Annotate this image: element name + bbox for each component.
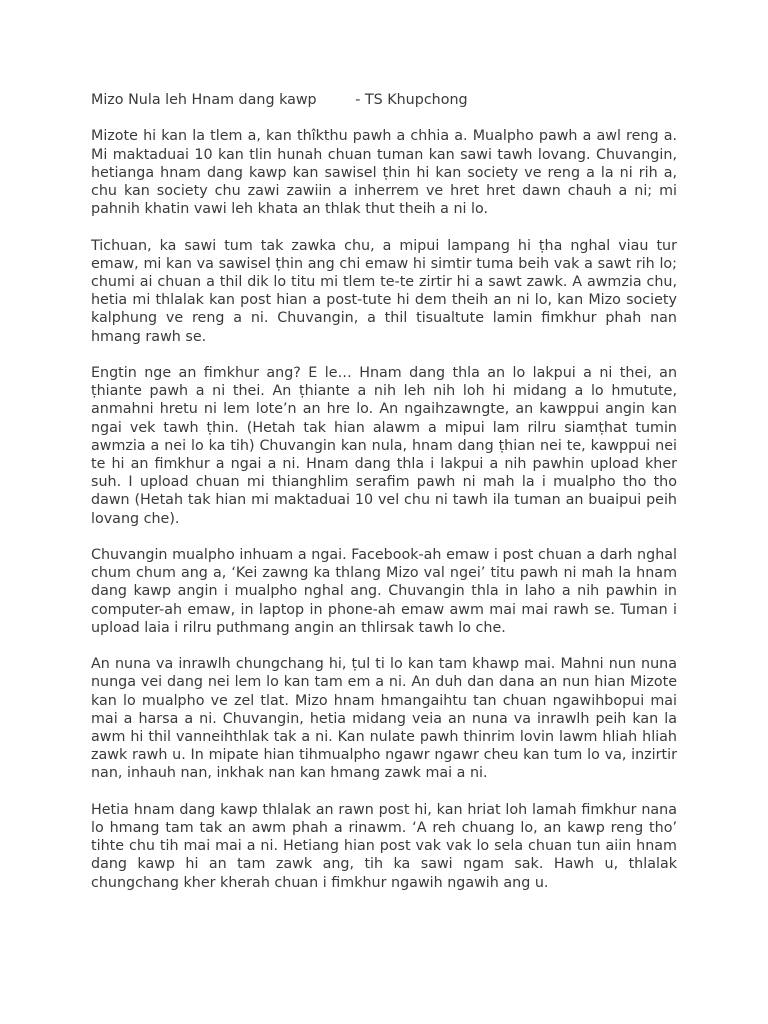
paragraph-3: Engtin nge an fimkhur ang? E le… Hnam dang thla an lo lakpui a ni thei, an ṭhiante pawh a ni thei. An ṭhiante a nih leh nih loh hi midang a lo hmutute, anmahni hretu ni lem lote’n an hre lo. An ngaihzawngte, an kawppui angin kan ngai vek tawh ṭhin. (Hetah tak hian alawm a mipui lam rilru siamṭhat tumin awmzia a nei lo ka tih) Chuvangin kan nula, hnam dang ṭhian nei te, kawppui nei te hi an fimkhur a ngai a ni. Hnam dang thla i lakpui a nih pawhin upload kher suh. I upload chuan mi thianghlim serafim pawh ni mah la i mualpho tho tho dawn (Hetah tak hian mi maktaduai 10 vel chu ni tawh ila tuman an buaipui peih lovang che). (91, 365, 677, 527)
article-title: Mizo Nula leh Hnam dang kawp (91, 92, 317, 108)
paragraph-6: Hetia hnam dang kawp thlalak an rawn post hi, kan hriat loh lamah fimkhur nana lo hmang tam tak an awm phah a rinawm. ‘A reh chuang lo, an kawp reng tho’ tihte chu tih mai mai a ni. Hetiang hian post vak vak lo sela chuan tun aiin hnam dang kawp hi an tam zawk ang, tih ka sawi ngam sak. Hawh u, thlalak chungchang kher kherah chuan i fimkhur ngawih ngawih ang u. (91, 801, 677, 891)
paragraph-2: Tichuan, ka sawi tum tak zawka chu, a mipui lampang hi ṭha nghal viau tur emaw, mi kan va sawisel ṭhin ang chi emaw hi simtir tuma beih vak a sawt rih lo; chumi ai chuan a thil dik lo titu mi tlem te-te zirtir hi a sawt zawk. A awmzia chu, hetia mi thlalak kan post hian a post-tute hi dem theih an ni lo, kan Mizo society kalphung ve reng a ni. Chuvangin, a thil tisualtute lamin fimkhur phah nan hmang rawh se. (91, 237, 677, 345)
article-author: - TS Khupchong (355, 92, 468, 108)
paragraph-1: Mizote hi kan la tlem a, kan thîkthu pawh a chhia a. Mualpho pawh a awl reng a. Mi maktaduai 10 kan tlin hunah chuan tuman kan sawi tawh lovang. Chuvangin, hetianga hnam dang kawp kan sawisel ṭhin hi kan society ve reng a la ni rih a, chu kan society chu zawi zawiin a inherrem ve hret hret dawn chauh a ni; mi pahnih khatin vawi leh khata an thlak thut theih a ni lo. (91, 128, 677, 218)
document-page (91, 91, 677, 892)
title-line (91, 91, 677, 109)
paragraph-5: An nuna va inrawlh chungchang hi, ṭul ti lo kan tam khawp mai. Mahni nun nuna nunga vei dang nei lem lo kan tam em a ni. An duh dan dana an nun hian Mizote kan lo mualpho ve zel tlat. Mizo hnam hmangaihtu tan chuan ngawihbopui mai mai a harsa a ni. Chuvangin, hetia midang veia an nuna va inrawlh peih kan la awm hi thil vanneihthlak tak a ni. Kan nulate pawh thinrim lovin lawm hliah hliah zawk rawh u. In mipate hian tihmualpho ngawr ngawr cheu kan tum lo va, inzirtir nan, inhauh nan, inkhak nan kan hmang zawk mai a ni. (91, 656, 677, 782)
paragraph-4: Chuvangin mualpho inhuam a ngai. Facebook-ah emaw i post chuan a darh nghal chum chum ang a, ‘Kei zawng ka thlang Mizo val ngei’ titu pawh ni mah la hnam dang kawp angin i mualpho nghal ang. Chuvangin thla in laho a nih pawhin in computer-ah emaw, in laptop in phone-ah emaw awm mai mai rawh se. Tuman i upload laia i rilru puthmang angin an thlirsak tawh lo che. (91, 547, 677, 636)
